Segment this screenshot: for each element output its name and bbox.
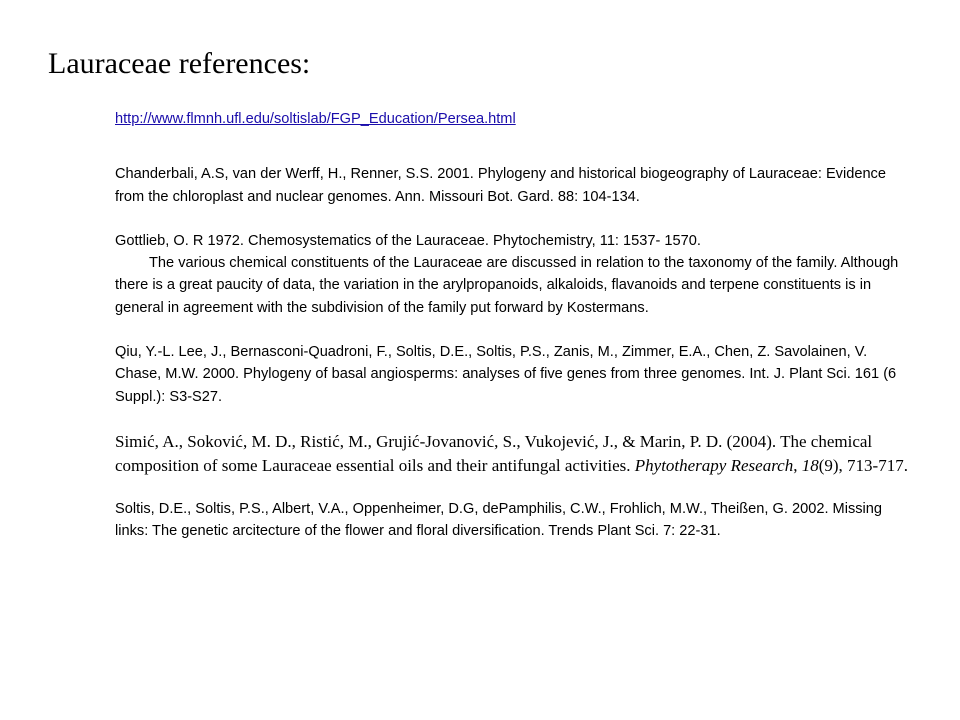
reference-simic-authors-title: Simić, A., Soković, M. D., Ristić, M., Grujić-Jovanović, S., Vukojević, J., & Marin, P. D. (2004). The chemical composition of some Lauraceae essential oils and their antifungal activities. <box>115 431 873 475</box>
persea-link[interactable]: http://www.flmnh.ufl.edu/soltislab/FGP_Education/Persea.html <box>115 111 516 127</box>
page-title: Lauraceae references: <box>48 47 311 80</box>
reference-simic-issue-pages: (9), 713-717. <box>818 455 908 475</box>
reference-gottlieb-annotation: The various chemical constituents of the Lauraceae are discussed in relation to the taxonomy of the family. Although there is a great paucity of data, the variation in the arylpropanoids, alkaloids, flavanoids and terpene constituents is in general in agreement with the subdivision of the family put forward by Kostermans. <box>115 255 899 316</box>
reference-simic-volume: 18 <box>801 455 819 475</box>
references-body <box>115 108 915 565</box>
reference-simic-separator: , <box>793 455 802 475</box>
reference-simic <box>115 430 915 478</box>
reference-chanderbali: Chanderbali, A.S, van der Werff, H., Renner, S.S. 2001. Phylogeny and historical biogeography of Lauraceae: Evidence from the chloroplast and nuclear genomes. Ann. Missouri Bot. Gard. 88: 104-134. <box>115 166 886 205</box>
reference-soltis: Soltis, D.E., Soltis, P.S., Albert, V.A., Oppenheimer, D.G, dePamphilis, C.W., Frohlich, M.W., Theißen, G. 2002. Missing links: The genetic arcitecture of the flower and floral diversification. Trends Plant Sci. 7: 22-31. <box>115 500 883 540</box>
reference-simic-journal: Phytotherapy Research <box>634 455 794 475</box>
reference-gottlieb: Gottlieb, O. R 1972. Chemosystematics of the Lauraceae. Phytochemistry, 11: 1537- 1570. <box>115 232 701 249</box>
reference-qiu: Qiu, Y.-L. Lee, J., Bernasconi-Quadroni, F., Soltis, D.E., Soltis, P.S., Zanis, M., Zimmer, E.A., Chen, Z. Savolainen, V. Chase, M.W. 2000. Phylogeny of basal angiosperms: analyses of five genes from three genomes. Int. J. Plant Sci. 161 (6 Suppl.): S3-S27. <box>115 344 897 405</box>
